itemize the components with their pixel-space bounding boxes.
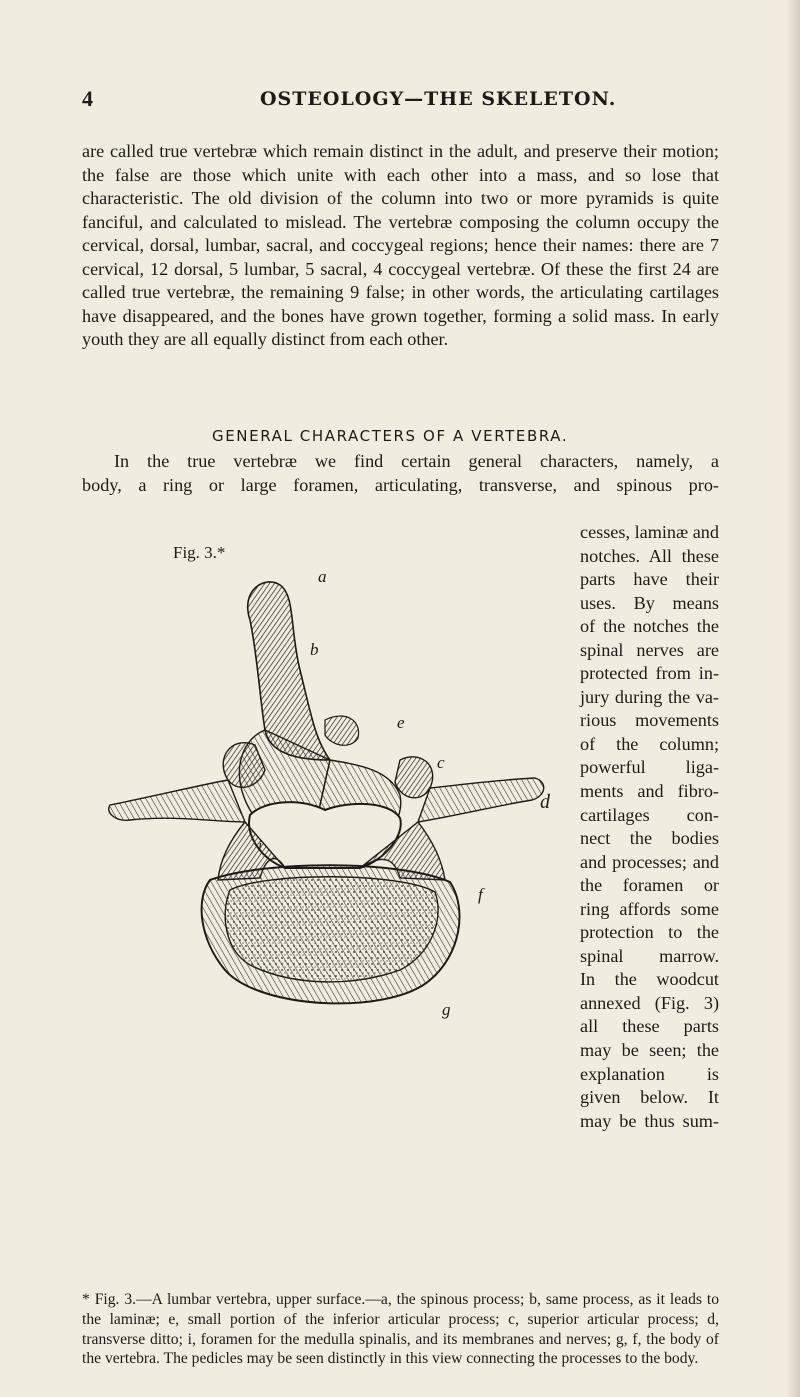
figure-label: Fig. 3.* [173, 543, 226, 562]
figure-letter-b: b [310, 640, 319, 659]
lumbar-vertebra-woodcut [100, 560, 570, 1040]
column-line: may be thus sum- [580, 1110, 719, 1131]
column-line: given below. It [580, 1087, 719, 1108]
column-line: parts have their [580, 569, 719, 590]
paragraph-1: are called true vertebræ which remain distinct in the adult, and preserve their motion; the false are those which unite with each other into a mass, and so lose that characteristic. The old division of the column into two or more pyramids is quite fanciful, and calculated to mislead. The vertebræ composing the column occupy the cervical, dorsal, lumbar, sacral, and coccygeal regions; hence their names: there are 7 cervical, 12 dorsal, 5 lumbar, 5 sacral, 4 coccygeal vertebræ. Of these the first 24 are called true vertebræ, the remaining 9 false; in other words, the articulating cartilages have disappeared, and the bones have grown together, forming a solid mass. In early youth they are all equally distinct from each other. [82, 141, 719, 349]
figure-letter-e: e [397, 713, 405, 732]
figure-letter-g: g [442, 1000, 451, 1019]
column-line: In the woodcut [580, 969, 719, 990]
column-line: ring affords some [580, 898, 719, 919]
figure-letter-i: i [258, 838, 263, 854]
column-line: protection to the [580, 922, 719, 943]
column-line: of the notches the [580, 616, 719, 637]
column-line: spinal marrow. [580, 945, 719, 966]
figure-letter-d: d [540, 791, 550, 813]
column-line: may be seen; the [580, 1040, 719, 1061]
column-line: powerful liga- [580, 757, 719, 778]
column-line: jury during the va- [580, 686, 719, 707]
column-line: notches. All these [580, 545, 719, 566]
paragraph-2-line-1: In the true vertebræ we find certain general characters, namely, a [114, 451, 719, 471]
side-column-text [580, 521, 719, 1133]
column-line: spinal nerves are [580, 639, 719, 660]
column-line: explanation is [580, 1063, 719, 1084]
footnote-marker: * Fig. 3. [82, 1291, 137, 1308]
column-line: ments and fibro- [580, 781, 719, 802]
column-line: all these parts [580, 1016, 719, 1037]
transverse-process-left [109, 780, 245, 822]
figure-letter-a: a [318, 567, 327, 586]
paragraph-2 [82, 450, 719, 497]
column-line: rious movements [580, 710, 719, 731]
column-line: protected from in- [580, 663, 719, 684]
running-head: OSTEOLOGY—THE SKELETON. [260, 88, 617, 110]
footnote [82, 1290, 719, 1369]
page-edge-shadow [786, 0, 800, 1397]
column-line: cesses, laminæ and [580, 522, 719, 542]
section-heading: GENERAL CHARACTERS OF A VERTEBRA. [212, 427, 569, 445]
column-line: uses. By means [580, 592, 719, 613]
column-line: nect the bodies [580, 828, 719, 849]
superior-articular-right [395, 757, 433, 798]
page-number: 4 [82, 86, 93, 111]
page-header [82, 86, 722, 120]
figure-letter-c: c [437, 753, 445, 772]
footnote-text: —A lumbar vertebra, upper surface.—a, the spinous process; b, same process, as it leads to the laminæ; e, small portion of the inferior articular process; c, superior articular process; d, transverse ditto; i, foramen for the medulla spinalis, and its membranes and nerves; g, f, the body of the vertebra. The pedicles may be seen distinctly in this view connecting the processes to the body. [82, 1291, 719, 1368]
inferior-articular-process [325, 716, 359, 745]
column-line: the foramen or [580, 875, 719, 896]
column-line: of the column; [580, 733, 719, 754]
transverse-process-right [418, 778, 544, 822]
column-line: cartilages con- [580, 804, 719, 825]
figure-letter-f: f [478, 885, 483, 904]
column-line: annexed (Fig. 3) [580, 992, 719, 1013]
column-line: and processes; and [580, 851, 719, 872]
paragraph-2-line-2: body, a ring or large foramen, articulating, transverse, and spinous pro- [82, 474, 719, 495]
body-upper-surface [225, 877, 438, 982]
